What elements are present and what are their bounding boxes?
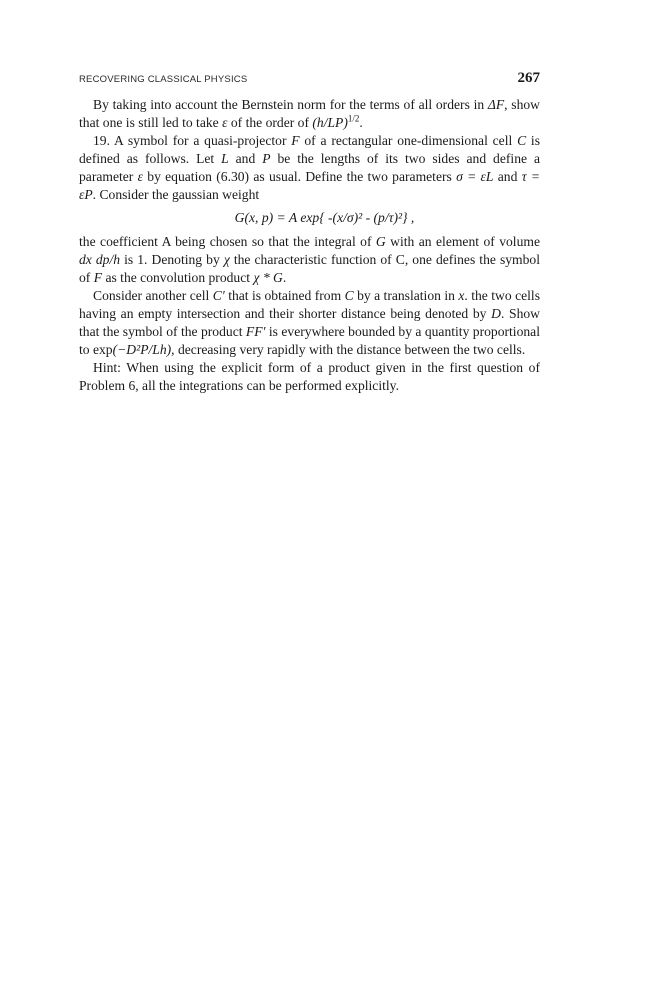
paragraph-hint	[79, 359, 540, 395]
text-run: is defined as follows. Let	[79, 133, 541, 167]
text-run: Consider another cell	[93, 287, 213, 303]
math-f: F	[93, 269, 103, 285]
math-x: x	[458, 287, 465, 303]
text-run: the coefficient A being chosen so that the integral of	[79, 233, 376, 249]
text-run: .	[282, 269, 287, 285]
math-sigma: σ = εL	[456, 169, 494, 185]
text-run: Hint: When using the explicit form of a product given in the first question of Problem 6, all the integrations can be performed explicitly.	[79, 360, 540, 394]
running-head	[79, 70, 540, 96]
math-tau: τ = εP	[79, 169, 541, 203]
math-epsilon: ε	[222, 115, 228, 131]
text-run: . Consider the gaussian weight	[92, 187, 260, 203]
text-run: as the convolution product	[102, 269, 254, 285]
text-run: is everywhere bounded by a quantity proportional to exp	[79, 324, 540, 358]
math-c: C	[517, 133, 527, 149]
math-l: L	[221, 151, 229, 167]
text-run: be the lengths of its two sides and define a parameter	[79, 151, 540, 185]
math-p: P	[262, 151, 271, 167]
math-volume-element: dx dp/h	[79, 251, 121, 267]
math-convolution: χ * G	[253, 269, 283, 285]
equation-text: G(x, p) = A exp{ -(x/σ)² - (p/τ)²} ,	[234, 209, 415, 225]
paragraph-another-cell	[79, 287, 540, 359]
text-run: and	[493, 169, 522, 185]
text-run: By taking into account the Bernstein norm for the terms of all orders in	[93, 97, 488, 112]
text-run: , show that one is still led to take	[79, 97, 540, 131]
gaussian-weight-equation	[79, 205, 540, 233]
math-c: C	[344, 287, 354, 303]
book-page	[79, 70, 540, 395]
text-run: .	[359, 115, 363, 131]
math-chi: χ	[223, 251, 230, 267]
text-run: . Show that the symbol of the product	[79, 305, 540, 340]
paragraph-bernstein	[79, 96, 540, 132]
math-g: G	[375, 233, 386, 249]
text-run: the characteristic function of C, one defines the symbol of	[79, 251, 540, 285]
text-run: is 1. Denoting by	[120, 251, 224, 267]
paragraph-coefficient	[79, 233, 540, 287]
text-run: of the order of	[227, 115, 313, 131]
text-run: that is obtained from	[224, 287, 345, 303]
math-exponent: 1/2	[347, 113, 360, 124]
math-delta-f: ΔF	[487, 97, 505, 112]
math-epsilon: ε	[137, 169, 143, 185]
text-run: , decreasing very rapidly with the distance between the two cells.	[171, 342, 526, 358]
text-run: and	[228, 151, 263, 167]
text-run: with an element of volume	[385, 233, 540, 249]
text-run: . the two cells having an empty intersection and their shorter distance being denoted by	[79, 287, 540, 321]
text-run: by equation (6.30) as usual. Define the two parameters	[142, 169, 457, 185]
body-text	[79, 96, 540, 395]
math-ff-prime: FF′	[245, 324, 266, 340]
math-f: F	[291, 133, 300, 149]
text-run: by a translation in	[353, 287, 459, 303]
math-exponential-argument: (−D²P/Lh)	[112, 342, 172, 358]
math-c-prime: C′	[212, 287, 225, 303]
running-title: RECOVERING CLASSICAL PHYSICS	[79, 74, 248, 85]
math-ratio: (h/LP)	[312, 115, 348, 131]
text-run: 19. A symbol for a quasi-projector	[93, 133, 292, 149]
paragraph-problem-19	[79, 132, 540, 204]
text-run: of a rectangular one-dimensional cell	[299, 133, 518, 149]
math-d: D	[491, 305, 501, 321]
page-number: 267	[517, 70, 540, 86]
